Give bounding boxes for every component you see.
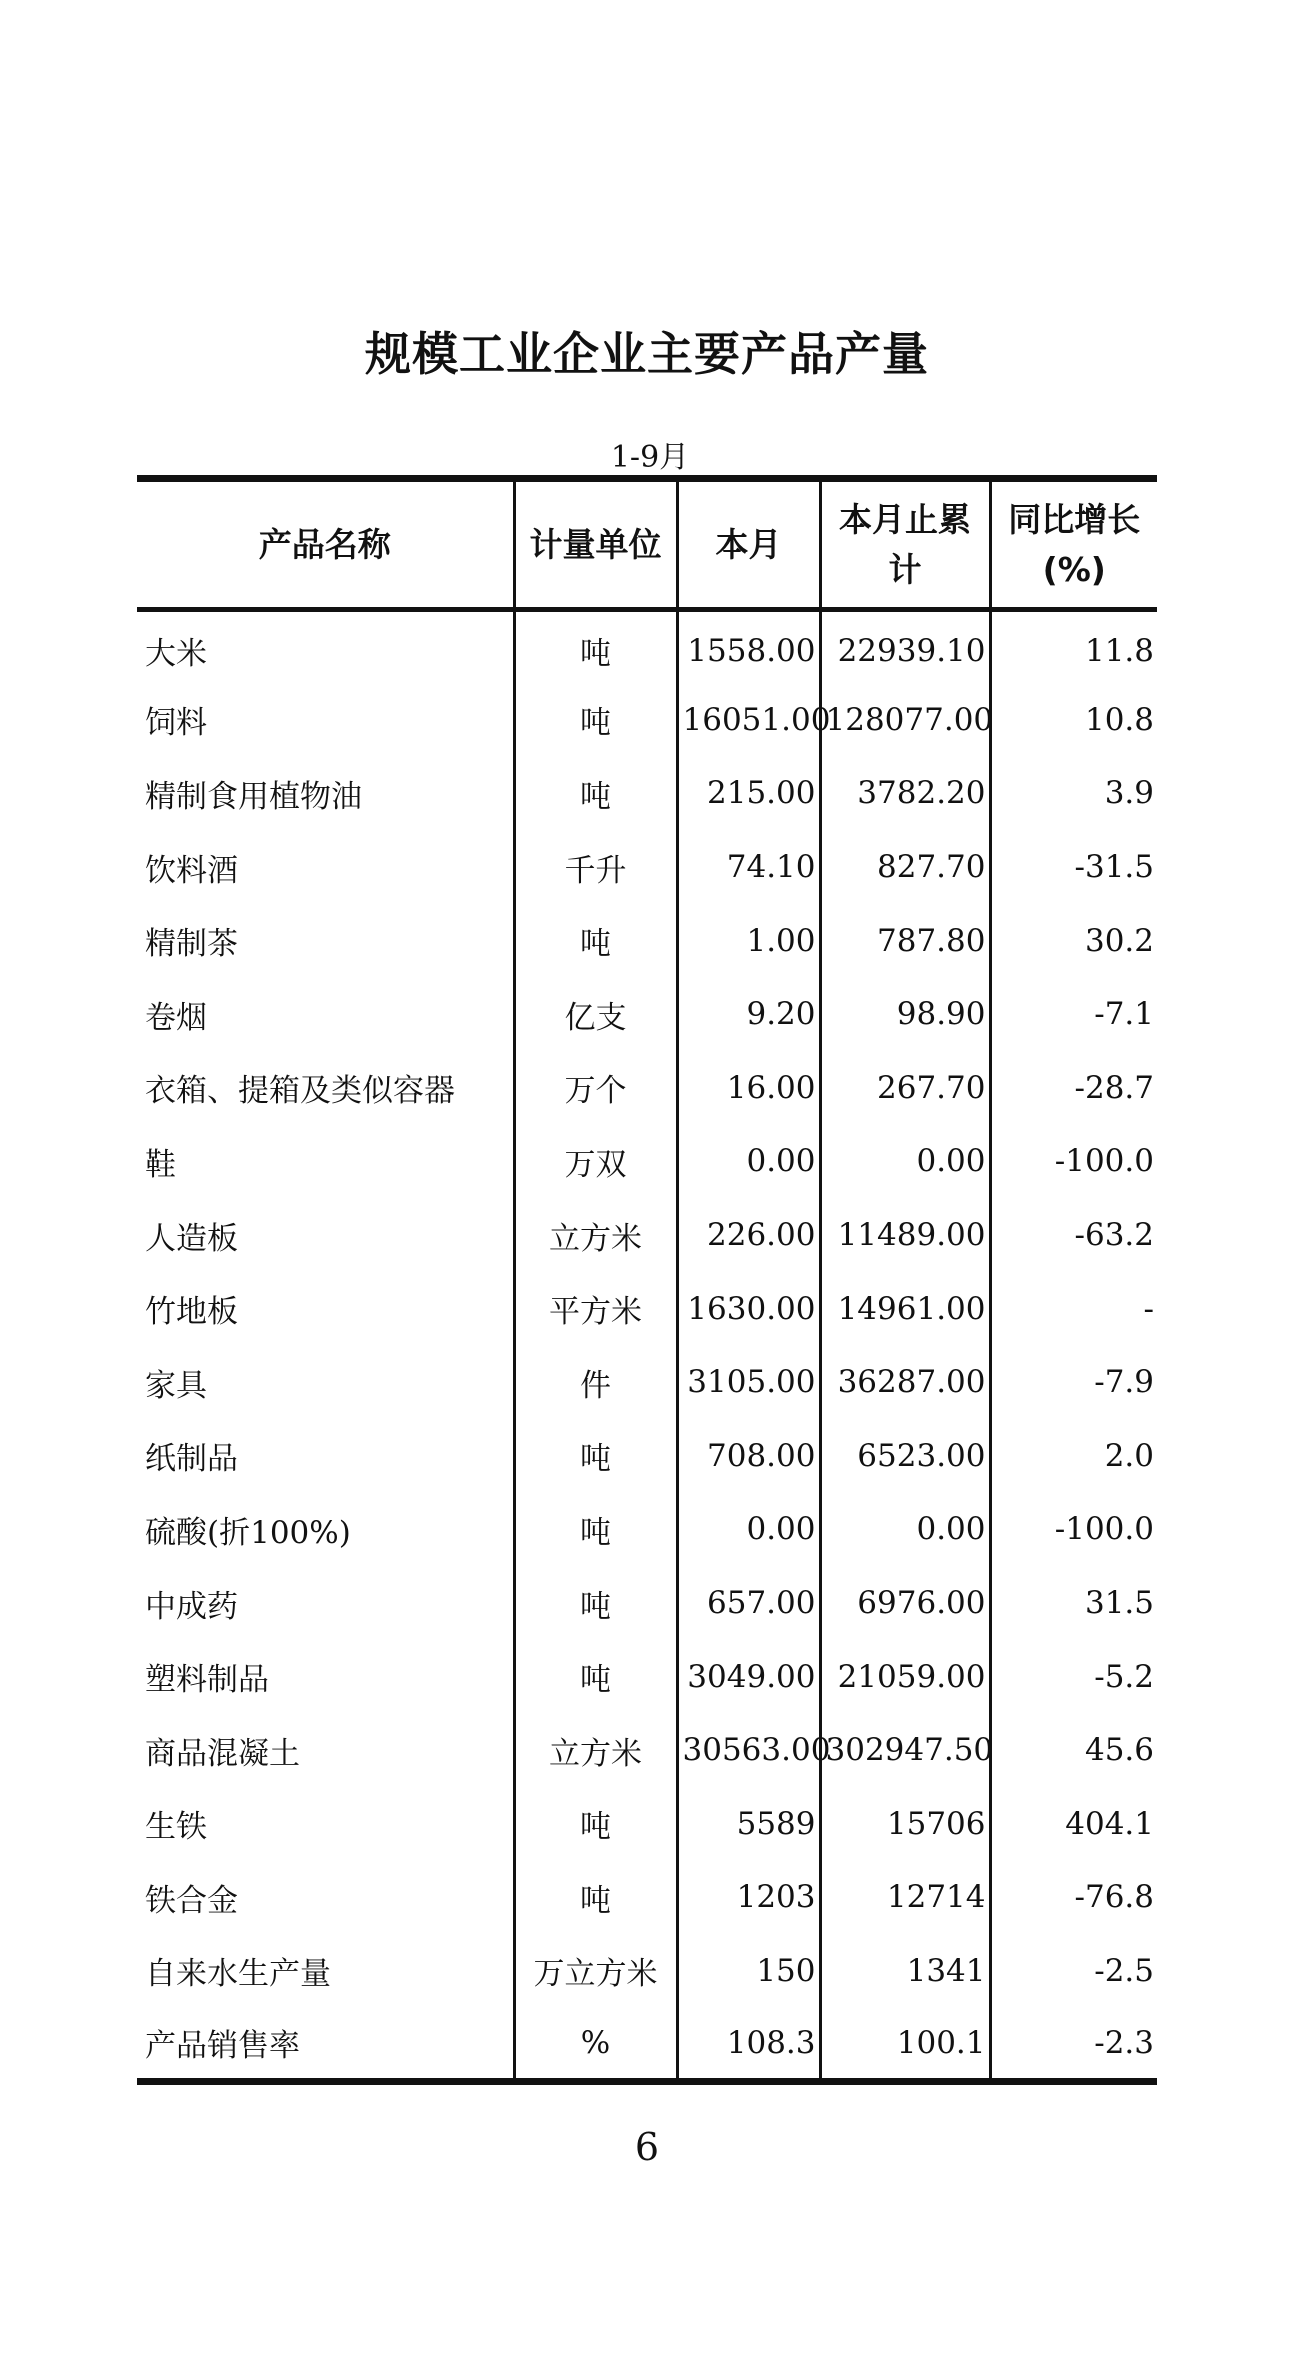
- table-row: [137, 757, 1157, 831]
- yoy-growth-cell: 3.9: [990, 757, 1157, 831]
- table-row: [137, 1861, 1157, 1935]
- unit-cell: 吨: [514, 1493, 677, 1567]
- table-row: [137, 1419, 1157, 1493]
- product-name-cell: 商品混凝土: [145, 1735, 300, 1772]
- table-row: [137, 610, 1157, 684]
- yoy-growth-cell: -2.3: [990, 2008, 1157, 2082]
- cumulative-cell: 128077.00: [820, 683, 990, 757]
- unit-cell: 平方米: [514, 1272, 677, 1346]
- product-name-cell: 饲料: [145, 705, 207, 742]
- unit-cell: 吨: [514, 610, 677, 684]
- current-month-cell: 1.00: [677, 904, 820, 978]
- yoy-growth-cell: 10.8: [990, 683, 1157, 757]
- yoy-growth-cell: -100.0: [990, 1125, 1157, 1199]
- product-name-cell: 鞋: [145, 1146, 176, 1183]
- current-month-cell: 1630.00: [677, 1272, 820, 1346]
- table-row: [137, 683, 1157, 757]
- header-cumulative-line1: 本月止累: [839, 499, 971, 539]
- yoy-growth-cell: 30.2: [990, 904, 1157, 978]
- table-row: [137, 1713, 1157, 1787]
- cumulative-cell: 302947.50: [820, 1713, 990, 1787]
- table-row: [137, 1787, 1157, 1861]
- page-number: 6: [634, 2125, 660, 2169]
- product-name-cell: 精制茶: [145, 926, 238, 963]
- unit-cell: 立方米: [514, 1713, 677, 1787]
- product-name-cell: 自来水生产量: [145, 1956, 331, 1993]
- yoy-growth-cell: 404.1: [990, 1787, 1157, 1861]
- table-row: [137, 1198, 1157, 1272]
- yoy-growth-cell: -31.5: [990, 830, 1157, 904]
- unit-cell: 万双: [514, 1125, 677, 1199]
- unit-cell: 吨: [514, 904, 677, 978]
- current-month-cell: 150: [677, 1934, 820, 2008]
- product-name-cell: 硫酸(折100%): [145, 1514, 351, 1551]
- unit-cell: 亿支: [514, 977, 677, 1051]
- table-row: [137, 1051, 1157, 1125]
- current-month-cell: 657.00: [677, 1566, 820, 1640]
- product-name-cell: 卷烟: [145, 999, 207, 1036]
- current-month-cell: 1203: [677, 1861, 820, 1935]
- cumulative-cell: 36287.00: [820, 1345, 990, 1419]
- unit-cell: 吨: [514, 757, 677, 831]
- cumulative-cell: 787.80: [820, 904, 990, 978]
- current-month-cell: 16051.00: [677, 683, 820, 757]
- cumulative-cell: 267.70: [820, 1051, 990, 1125]
- header-row: [137, 479, 1157, 610]
- table-row: [137, 1125, 1157, 1199]
- header-yoy-growth: [990, 479, 1157, 610]
- product-name-cell: 衣箱、提箱及类似容器: [145, 1073, 455, 1110]
- unit-cell: %: [514, 2008, 677, 2082]
- current-month-cell: 16.00: [677, 1051, 820, 1125]
- product-name-cell: 饮料酒: [145, 852, 238, 889]
- header-cumulative-line2: 计: [888, 549, 922, 589]
- yoy-growth-cell: -2.5: [990, 1934, 1157, 2008]
- product-name-cell: 竹地板: [145, 1294, 238, 1331]
- cumulative-cell: 22939.10: [820, 610, 990, 684]
- table-row: [137, 1934, 1157, 2008]
- unit-cell: 吨: [514, 1861, 677, 1935]
- current-month-cell: 708.00: [677, 1419, 820, 1493]
- table-header: [137, 479, 1157, 610]
- current-month-cell: 226.00: [677, 1198, 820, 1272]
- yoy-growth-cell: 11.8: [990, 610, 1157, 684]
- yoy-growth-cell: -: [990, 1272, 1157, 1346]
- table-row: [137, 1640, 1157, 1714]
- unit-cell: 吨: [514, 1640, 677, 1714]
- table-row: [137, 1493, 1157, 1567]
- current-month-cell: 9.20: [677, 977, 820, 1051]
- table-row: [137, 2008, 1157, 2082]
- unit-cell: 吨: [514, 683, 677, 757]
- cumulative-cell: 15706: [820, 1787, 990, 1861]
- unit-cell: 万个: [514, 1051, 677, 1125]
- header-cumulative: [820, 479, 990, 610]
- table-row: [137, 1345, 1157, 1419]
- cumulative-cell: 6976.00: [820, 1566, 990, 1640]
- cumulative-cell: 0.00: [820, 1125, 990, 1199]
- cumulative-cell: 100.1: [820, 2008, 990, 2082]
- cumulative-cell: 1341: [820, 1934, 990, 2008]
- table-body: [137, 610, 1157, 2082]
- header-yoy-line2: (%): [1042, 549, 1106, 589]
- unit-cell: 万立方米: [514, 1934, 677, 2008]
- yoy-growth-cell: -5.2: [990, 1640, 1157, 1714]
- unit-cell: 立方米: [514, 1198, 677, 1272]
- cumulative-cell: 12714: [820, 1861, 990, 1935]
- product-name-cell: 产品销售率: [137, 2008, 514, 2082]
- unit-cell: 吨: [514, 1419, 677, 1493]
- yoy-growth-cell: -100.0: [990, 1493, 1157, 1567]
- yoy-growth-cell: 31.5: [990, 1566, 1157, 1640]
- cumulative-cell: 11489.00: [820, 1198, 990, 1272]
- cumulative-cell: 3782.20: [820, 757, 990, 831]
- current-month-cell: 0.00: [677, 1493, 820, 1567]
- cumulative-cell: 21059.00: [820, 1640, 990, 1714]
- product-name-cell: 塑料制品: [145, 1662, 269, 1699]
- current-month-cell: 0.00: [677, 1125, 820, 1199]
- table-row: [137, 1566, 1157, 1640]
- yoy-growth-cell: -63.2: [990, 1198, 1157, 1272]
- cumulative-cell: 0.00: [820, 1493, 990, 1567]
- page-title: 规模工业企业主要产品产量: [365, 327, 929, 381]
- current-month-cell: 1558.00: [677, 610, 820, 684]
- product-name-cell: 铁合金: [145, 1882, 238, 1919]
- cumulative-cell: 14961.00: [820, 1272, 990, 1346]
- table-row: [137, 1272, 1157, 1346]
- current-month-cell: 5589: [677, 1787, 820, 1861]
- current-month-cell: 3049.00: [677, 1640, 820, 1714]
- cumulative-cell: 98.90: [820, 977, 990, 1051]
- product-name-cell: 大米: [145, 636, 207, 673]
- product-name-cell: 精制食用植物油: [145, 778, 362, 815]
- current-month-cell: 30563.00: [677, 1713, 820, 1787]
- product-output-table: [137, 475, 1157, 2085]
- cumulative-cell: 6523.00: [820, 1419, 990, 1493]
- product-name-cell: 人造板: [145, 1220, 238, 1257]
- unit-cell: 千升: [514, 830, 677, 904]
- current-month-cell: 108.3: [677, 2008, 820, 2082]
- product-name-cell: 中成药: [145, 1588, 238, 1625]
- header-yoy-line1: 同比增长: [1008, 499, 1141, 539]
- unit-cell: 件: [514, 1345, 677, 1419]
- table-row: [137, 830, 1157, 904]
- product-name-cell: 纸制品: [145, 1441, 238, 1478]
- product-output-table-container: [137, 475, 1157, 2085]
- unit-cell: 吨: [514, 1566, 677, 1640]
- current-month-cell: 3105.00: [677, 1345, 820, 1419]
- product-name-cell: 生铁: [145, 1809, 207, 1846]
- period-label: 1-9月: [610, 440, 690, 475]
- product-name-cell: 家具: [145, 1367, 207, 1404]
- header-product-name: 产品名称: [137, 479, 514, 610]
- table-row: [137, 904, 1157, 978]
- current-month-cell: 74.10: [677, 830, 820, 904]
- yoy-growth-cell: -7.9: [990, 1345, 1157, 1419]
- header-unit: 计量单位: [514, 479, 677, 610]
- header-month: 本月: [677, 479, 820, 610]
- cumulative-cell: 827.70: [820, 830, 990, 904]
- current-month-cell: 215.00: [677, 757, 820, 831]
- yoy-growth-cell: 2.0: [990, 1419, 1157, 1493]
- yoy-growth-cell: 45.6: [990, 1713, 1157, 1787]
- yoy-growth-cell: -28.7: [990, 1051, 1157, 1125]
- yoy-growth-cell: -7.1: [990, 977, 1157, 1051]
- unit-cell: 吨: [514, 1787, 677, 1861]
- table-row: [137, 977, 1157, 1051]
- yoy-growth-cell: -76.8: [990, 1861, 1157, 1935]
